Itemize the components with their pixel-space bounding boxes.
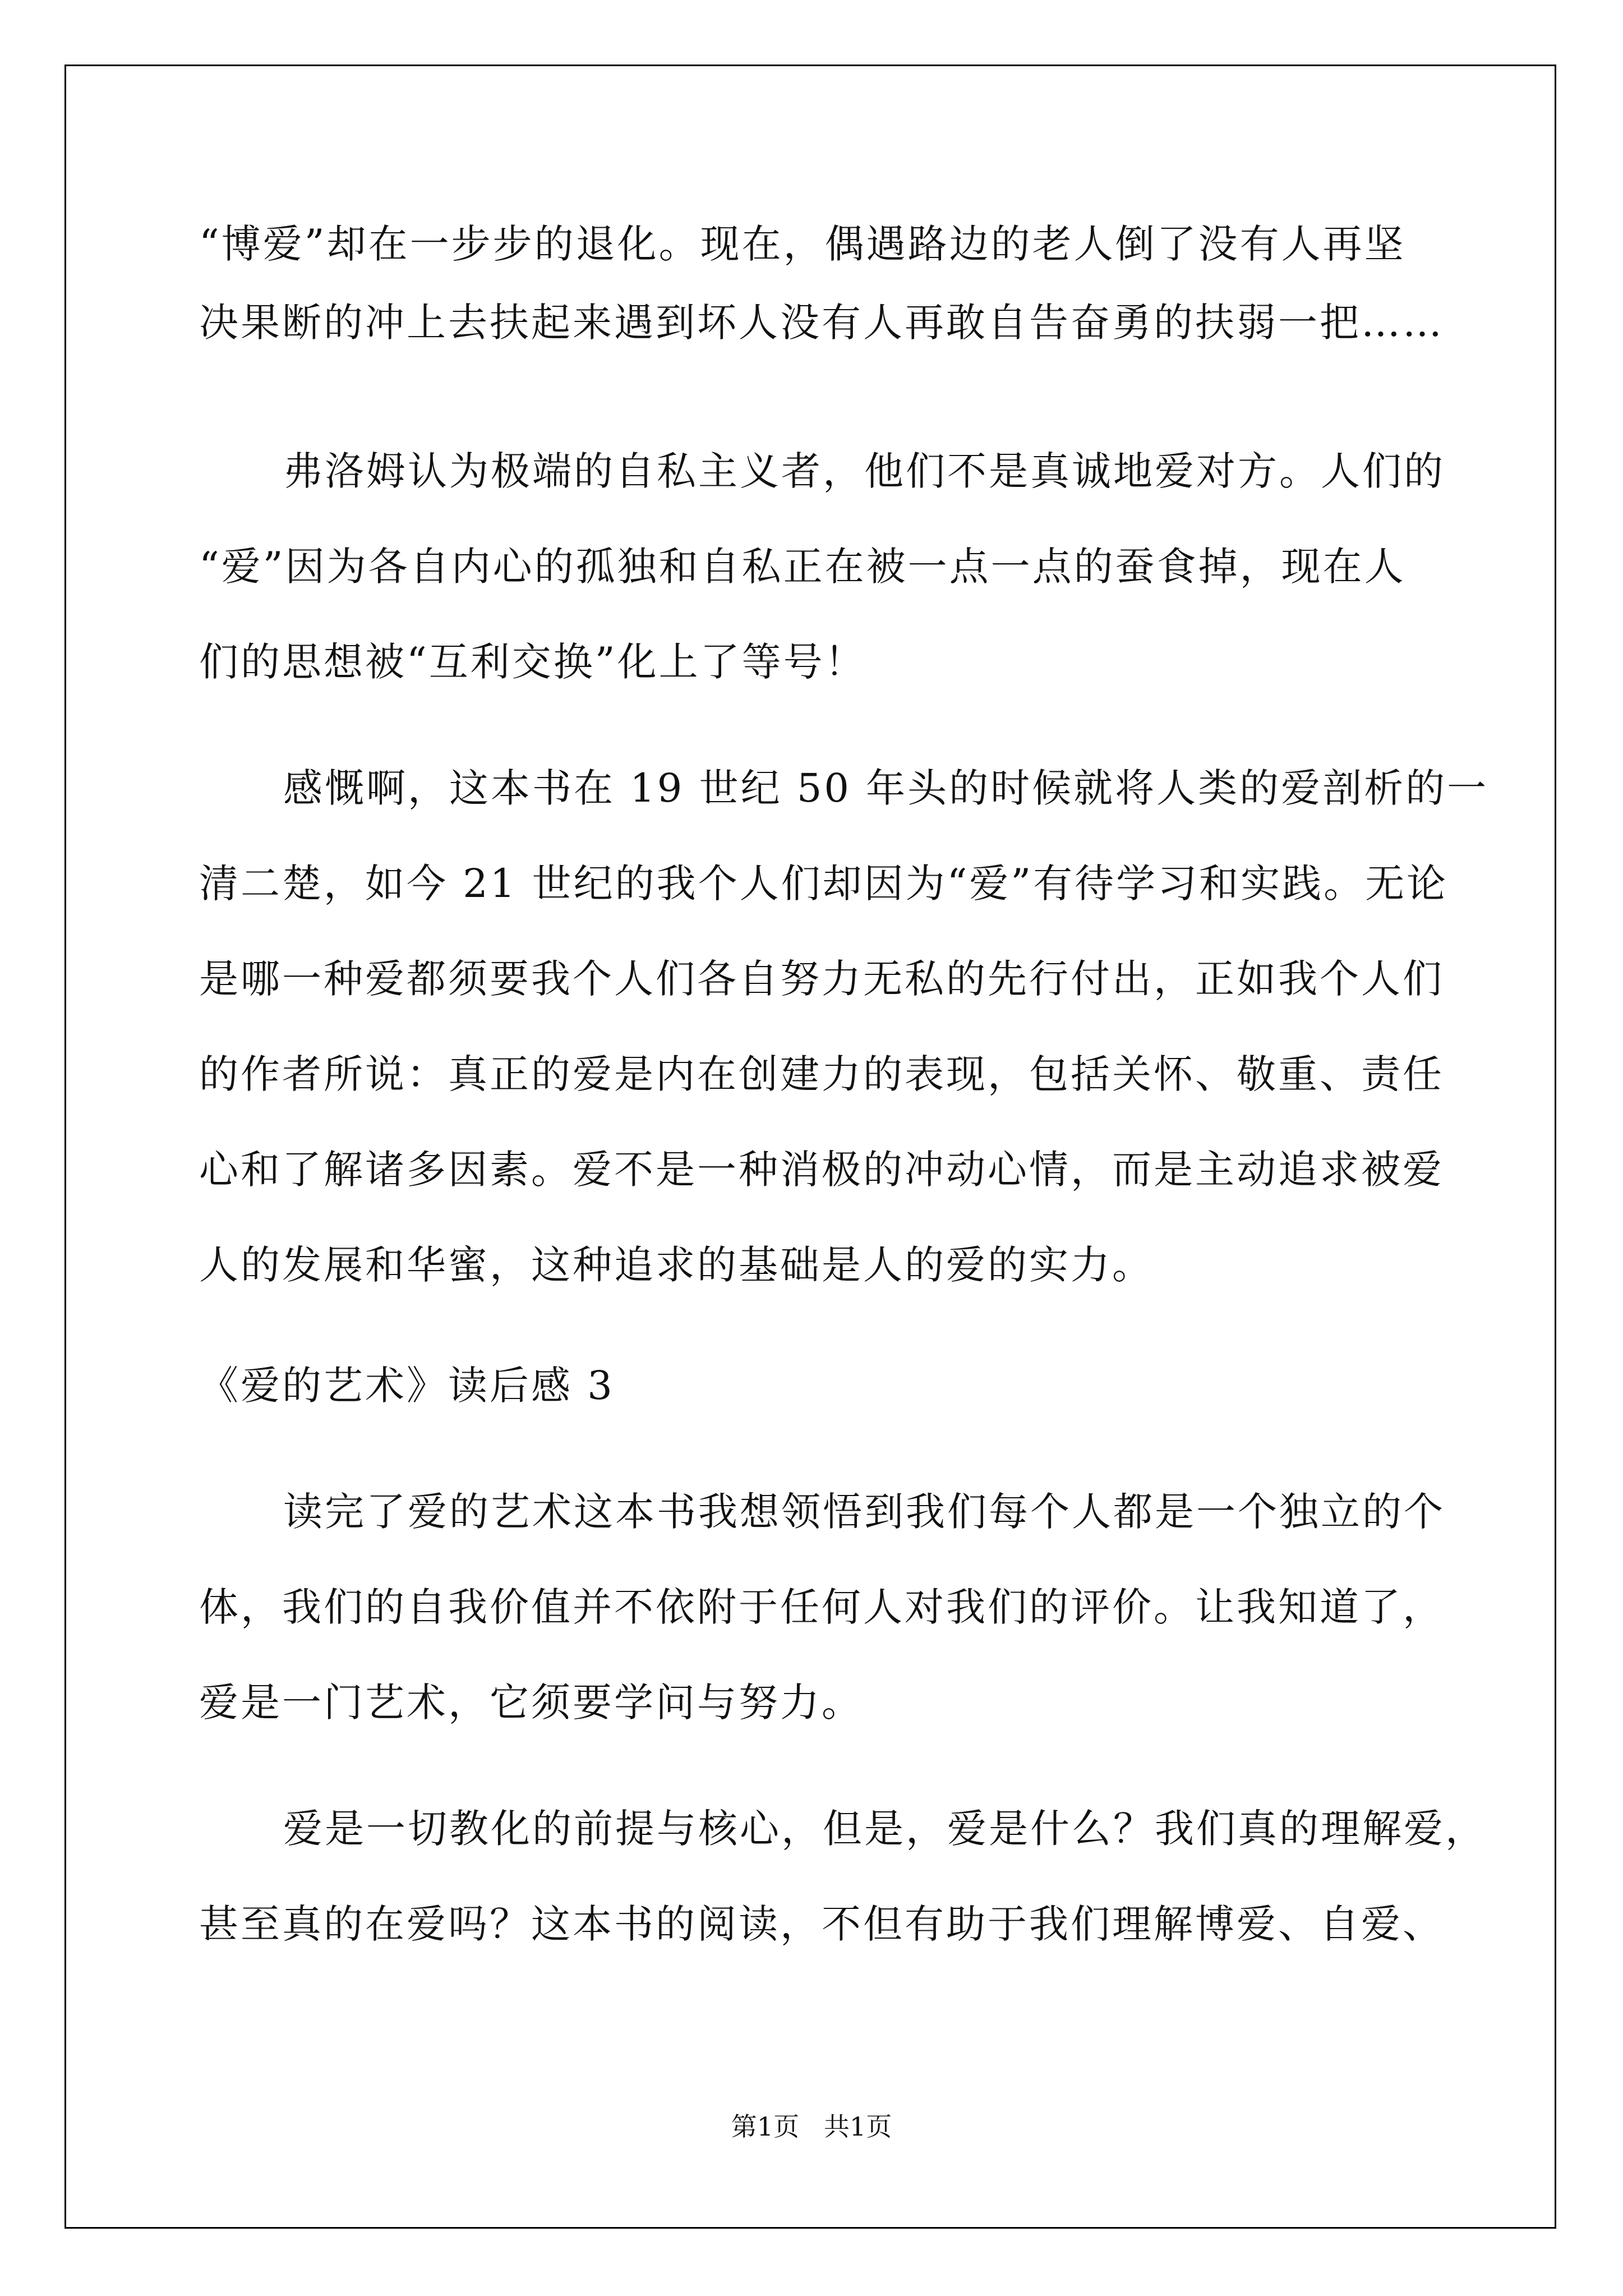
- text-line: 体，我们的自我价值并不依附于任何人对我们的评价。让我知道了，: [199, 1584, 1444, 1630]
- paragraph-start: 爱是一切教化的前提与核心，但是，爱是什么？我们真的理解爱，: [283, 1806, 1487, 1852]
- paragraph-start: 读完了爱的艺术这本书我想领悟到我们每个人都是一个独立的个: [283, 1489, 1445, 1535]
- text-line: 决果断的冲上去扶起来遇到坏人没有人再敢自告奋勇的扶弱一把……: [199, 300, 1444, 346]
- text-line: 人的发展和华蜜，这种追求的基础是人的爱的实力。: [199, 1242, 1154, 1288]
- text-line: 的作者所说：真正的爱是内在创建力的表现，包括关怀、敬重、责任: [199, 1051, 1444, 1097]
- text-line: 是哪一种爱都须要我个人们各自努力无私的先行付出，正如我个人们: [199, 956, 1444, 1002]
- text-line: 爱是一门艺术，它须要学问与努力。: [199, 1680, 863, 1726]
- paragraph-start: 感慨啊，这本书在 19 世纪 50 年头的时候就将人类的爱剖析的一: [283, 765, 1489, 811]
- text-line: 们的思想被“互利交换”化上了等号！: [199, 639, 866, 685]
- text-line: “爱”因为各自内心的孤独和自私正在被一点一点的蚕食掉，现在人: [199, 544, 1406, 590]
- text-line: “博爱”却在一步步的退化。现在，偶遇路边的老人倒了没有人再坚: [199, 221, 1406, 267]
- paragraph-start: 弗洛姆认为极端的自私主义者，他们不是真诚地爱对方。人们的: [283, 448, 1445, 494]
- page-footer: 第1页 共1页: [731, 2111, 892, 2142]
- text-line: 心和了解诸多因素。爱不是一种消极的冲动心情，而是主动追求被爱: [199, 1147, 1444, 1193]
- text-line: 清二楚，如今 21 世纪的我个人们却因为“爱”有待学习和实践。无论: [199, 861, 1449, 907]
- text-line: 甚至真的在爱吗？这本书的阅读，不但有助于我们理解博爱、自爱、: [199, 1901, 1444, 1947]
- section-heading: 《爱的艺术》读后感 3: [199, 1363, 615, 1409]
